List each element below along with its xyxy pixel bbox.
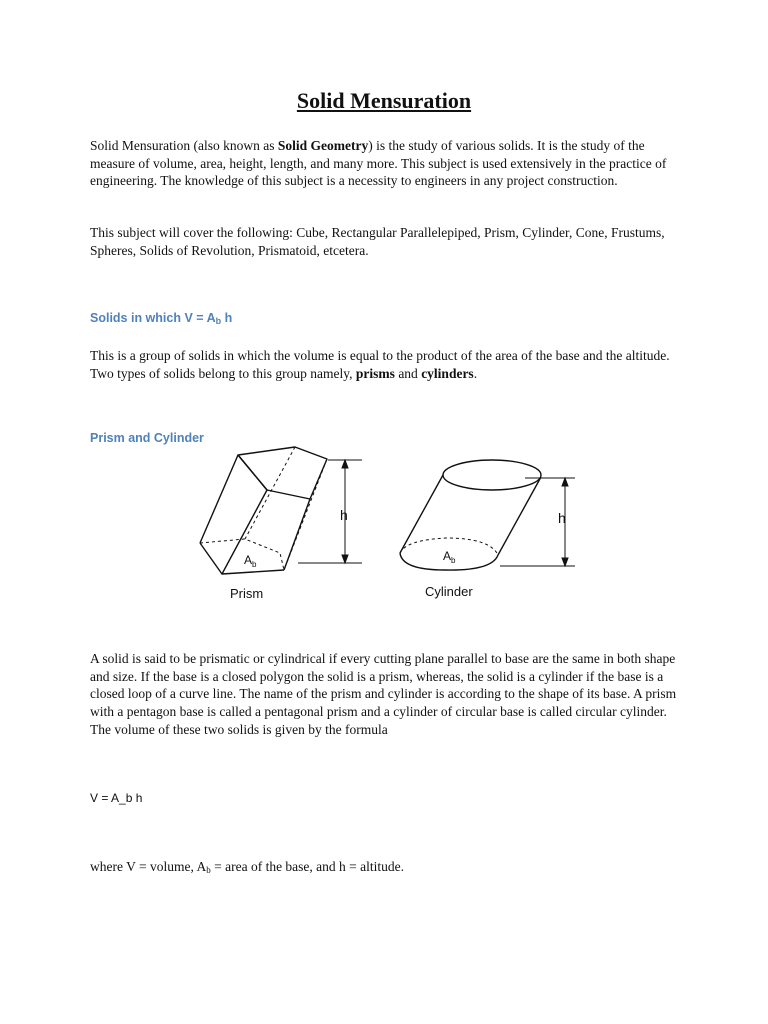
prism-base-label [244, 553, 257, 569]
heading-suffix: h [221, 311, 233, 325]
prism-edge [200, 455, 238, 543]
cylinder-top-ellipse [443, 460, 541, 490]
cylinder-drawing [400, 460, 541, 570]
cylinders-term: cylinders [421, 365, 474, 381]
group-text-mid: and [394, 365, 422, 381]
intro-text-start: Solid Mensuration (also known as [90, 138, 278, 153]
prism-base-label-sub: b [252, 560, 257, 569]
cylinder-base-label-main: A [443, 549, 452, 563]
prism-hidden-base [200, 539, 284, 570]
cylinder-base-label [443, 549, 456, 565]
group-paragraph [90, 347, 680, 382]
prism-hidden-edge [245, 447, 295, 539]
cylinder-base-label-sub: b [451, 556, 456, 565]
heading-prefix: Solids in which V = A [90, 311, 216, 325]
prism-height-label: h [340, 507, 348, 523]
prism-base-label-main: A [244, 553, 253, 567]
group-text-end: . [473, 365, 478, 381]
prism-edge [238, 455, 267, 490]
prism-drawing [200, 447, 327, 574]
prism-caption: Prism [230, 586, 264, 601]
prism-cylinder-figure [180, 445, 600, 610]
coverage-paragraph: This subject will cover the following: Cube, Rectangular Parallelepiped, Prism, Cylinder, Cone, Frustums, Spheres, Solids of Revolution, Prismatoid, etcetera. [90, 225, 665, 258]
cylinder-height-label: h [558, 510, 566, 526]
intro-paragraph [90, 137, 680, 190]
section-heading-prism-cylinder: Prism and Cylinder [90, 431, 204, 445]
intro-bold-term: Solid Geometry [277, 138, 369, 153]
section-heading-solids [90, 311, 232, 326]
page-title: Solid Mensuration [296, 88, 472, 113]
intro-text-end: ) is the study of various solids. It is the study of the measure of volume, area, height, length, and many more. This subject is used extensively in the practice of engineering. The knowledge of this subject is a necessity to engineers in any project construction. [90, 138, 667, 189]
definitions-subscript: b [206, 865, 211, 875]
cylinder-side-right [498, 477, 541, 555]
description-paragraph: A solid is said to be prismatic or cylindrical if every cutting plane parallel to base are the same in both shape and size. If the base is a closed polygon the solid is a prism, whereas, the solid is a cylinder if the base is a closed loop of a curve line. The name of the prism and cylinder is according to the shape of its base. A prism with a pentagon base is called a pentagonal prism and a cylinder of circular base is called circular cylinder. The volume of these two solids is given by the formula [90, 651, 677, 737]
definitions-paragraph [90, 858, 680, 880]
prism-hidden-edges [200, 447, 327, 570]
prism-top-face [238, 447, 327, 499]
prism-edge [284, 499, 310, 570]
definitions-text-end: = area of the base, and h = altitude. [210, 859, 405, 874]
heading-subscript: b [215, 316, 222, 326]
prism-bottom-edges [200, 543, 284, 574]
prisms-term: prisms [355, 365, 395, 381]
group-text-start: This is a group of solids in which the volume is equal to the product of the area of the base and the altitude. Two types of solids belong to this group namely, [90, 348, 670, 381]
figure-drawing [180, 445, 600, 610]
cylinder-caption: Cylinder [425, 584, 473, 599]
definitions-text-start: where V = volume, A [90, 859, 207, 874]
volume-formula: V = A_b h [90, 791, 143, 805]
prism-height-dimension [298, 460, 362, 563]
